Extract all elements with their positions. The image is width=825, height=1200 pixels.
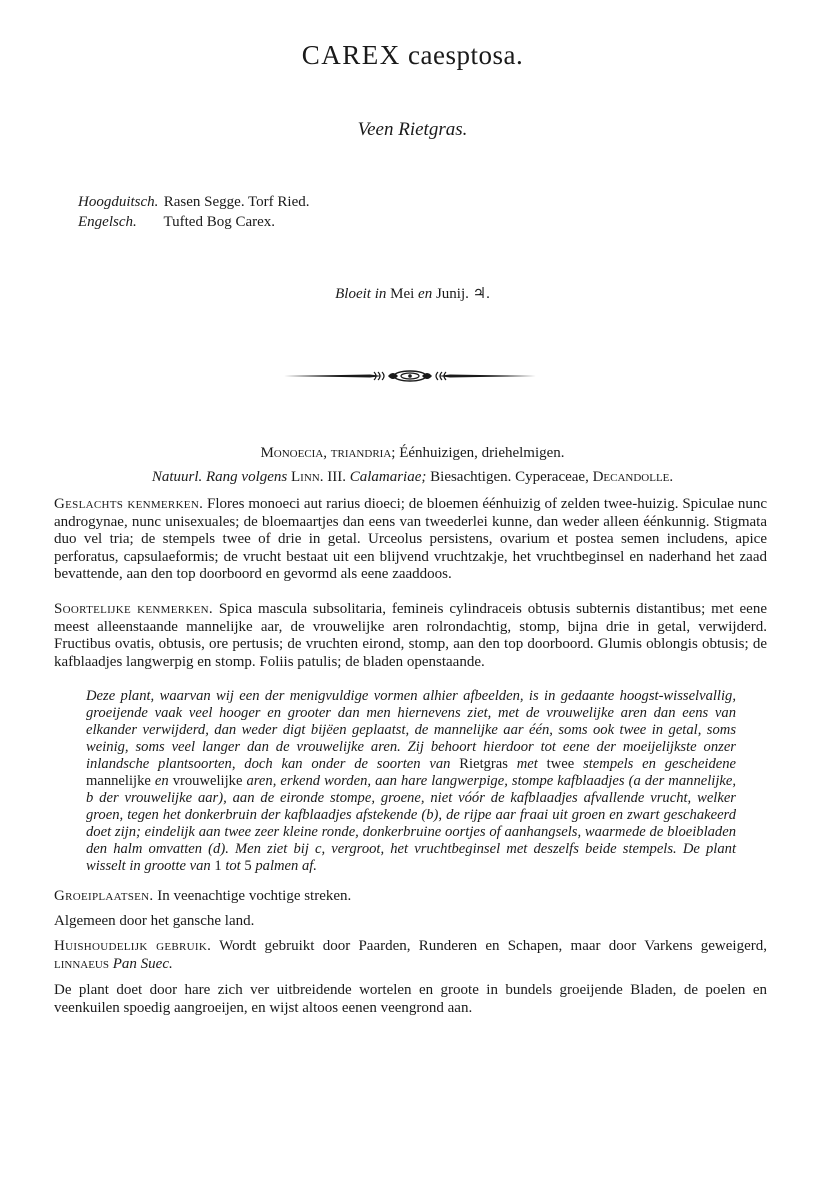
page-title: [0, 40, 825, 71]
closing-paragraph: De plant doet door hare zich ver uitbreidende wortelen en groote in bundels groeijende Bladen, de poelen en veenkuilen spoedig aangroeijen, en wijst altoos eenen veengrond aan.: [54, 982, 767, 1016]
species-characters-label: Soortelijke kenmerken.: [54, 601, 213, 617]
species-characters: [54, 601, 767, 671]
genus-characters-text: Flores monoeci aut rarius dioeci; de bloemen éénhuizig of zelden twee-huizig. Spiculae nunc androgynae, nunc unisexuales; de bloemaartjes dan eens van tweederlei kunne, dan weder alleen éénkunnig. Stigmata duo vel tria; de stempels twee of drie in getal. Urceolus persistens, ovarium et postea semen includens, apice perforatus, capsulaeformis; de vrucht bestaat uit een blijvend vruchtzakje, het vruchtbeginsel en naderhand het zaad bevattende, aan den top doorboord en gevormd als eene zaaddoos.: [54, 496, 767, 582]
linn-abbrev: Linn.: [291, 469, 324, 485]
rank-number: III.: [327, 469, 346, 485]
bloom-en: en: [418, 286, 433, 302]
linnaean-class-dutch: Éénhuizigen, driehelmigen.: [399, 445, 565, 461]
note-text: Deze plant, waarvan wij een der menigvuldige vormen alhier afbeelden, is in gedaante hoogst-wisselvallig, groeijende vaak veel hooger en grooter dan men hiernevens ziet, met de vrouwelijke aren dan eens van elkander verwijderd, dan weder digt bijëen geplaatst, de mannelijke aar één, soms ook twee in getal, soms weinig, soms veel langer dan de vrouwelijke aren. Zij behoort hierdoor tot eene der moeijelijkste onzer inlandsche plantsoorten, doch kan onder de soorten van: [86, 688, 736, 772]
linnaean-class: Monoecia, triandria;: [260, 445, 396, 461]
economic-use: [54, 938, 767, 973]
pan-suec-ref: Pan Suec.: [112, 955, 173, 972]
bloom-in: in: [374, 286, 387, 302]
language-label: Hoogduitsch.: [78, 194, 159, 210]
common-name-text: Tufted Bog Carex.: [163, 214, 276, 230]
note-text: met: [516, 756, 538, 772]
dutch-name: Veen Rietgras.: [357, 119, 468, 140]
economic-use-label: Huishoudelijk gebruik.: [54, 938, 212, 954]
calamariae: Calamariae;: [349, 469, 427, 485]
note-number: 5: [244, 858, 252, 874]
habitat: [54, 888, 767, 906]
genus-characters-label: Geslachts kenmerken.: [54, 496, 204, 512]
descriptive-note: [86, 688, 736, 875]
genus-name: CAREX: [301, 40, 401, 70]
habitat-label: Groeiplaatsen.: [54, 888, 154, 904]
species-name: caesptosa.: [408, 40, 524, 70]
note-text: stempels en gescheidene: [583, 756, 737, 772]
note-mannelijke: mannelijke: [86, 773, 151, 789]
economic-use-text: Wordt gebruikt door Paarden, Runderen en Schapen, maar door Varkens geweigerd,: [219, 938, 767, 954]
ornament-divider: [282, 365, 538, 387]
natural-rank-label: Natuurl. Rang volgens: [151, 469, 288, 485]
common-name-english: [78, 212, 309, 232]
perennial-symbol: ♃.: [472, 286, 490, 302]
bloom-prefix: Bloeit: [335, 286, 371, 302]
note-vrouwelijke: vrouwelijke: [172, 773, 243, 789]
note-text: en: [154, 773, 169, 789]
habitat-text: In veenachtige vochtige streken.: [157, 888, 352, 904]
distribution: Algemeen door het gansche land.: [54, 913, 255, 929]
note-rietgras: Rietgras: [459, 756, 508, 772]
common-name-text: Rasen Segge. Torf Ried.: [163, 194, 310, 210]
biesachtigen: Biesachtigen.: [430, 469, 512, 485]
bloom-month-2: Junij.: [435, 286, 469, 302]
common-name-german: [78, 192, 309, 212]
note-text: aren, erkend worden, aan hare langwerpige, stompe kafblaadjes (a der mannelijke, b der vrouwelijke aar), aan de eironde stompe, groene, niet vóór de kafblaadjes afvallende vrucht, welker groen, tegen het donkerbruin der kafblaadjes afstekende (b), de rijpe aar fraai uit groen en zwart geschakeerd doet zijn; eindelijk aan twee zeer kleine ronde, donkerbruine oortjes of aanhangsels, waarmede de bloeibladen den halm omvatten (d). Men ziet bij c, vergroot, het vruchtbeginsel met deszelfs beide stempels. De plant wisselt in grootte van: [86, 773, 736, 874]
bloom-period: [0, 284, 825, 303]
note-text: palmen af.: [255, 858, 317, 874]
species-characters-text: Spica mascula subsolitaria, femineis cylindraceis obtusis subternis distantibus; met eene meest alleenstaande mannelijke aar, de vrouwelijke aren rolrondachtig, stomp, bijna drie in getal, verwijderd. Fructibus ovatis, obtusis, ore pertusis; de vruchten eirond, stomp, aan den top doorboord. Glumis oblongis obtusis; de kafblaadjes langwerpig en stomp. Foliis patulis; de bladen openstaande.: [54, 601, 767, 670]
note-text: tot: [225, 858, 241, 874]
linnaeus-ref: linnaeus: [54, 955, 109, 972]
language-label: Engelsch.: [78, 214, 137, 230]
genus-characters: [54, 496, 767, 584]
natural-rank: [0, 469, 825, 486]
linnaean-classification: [0, 445, 825, 462]
common-names: [78, 192, 309, 232]
decandolle: Decandolle.: [592, 469, 674, 485]
cyperaceae: Cyperaceae,: [515, 469, 589, 485]
note-number: 1: [214, 858, 222, 874]
note-twee: twee: [546, 756, 575, 772]
bloom-month-1: Mei: [390, 286, 415, 302]
